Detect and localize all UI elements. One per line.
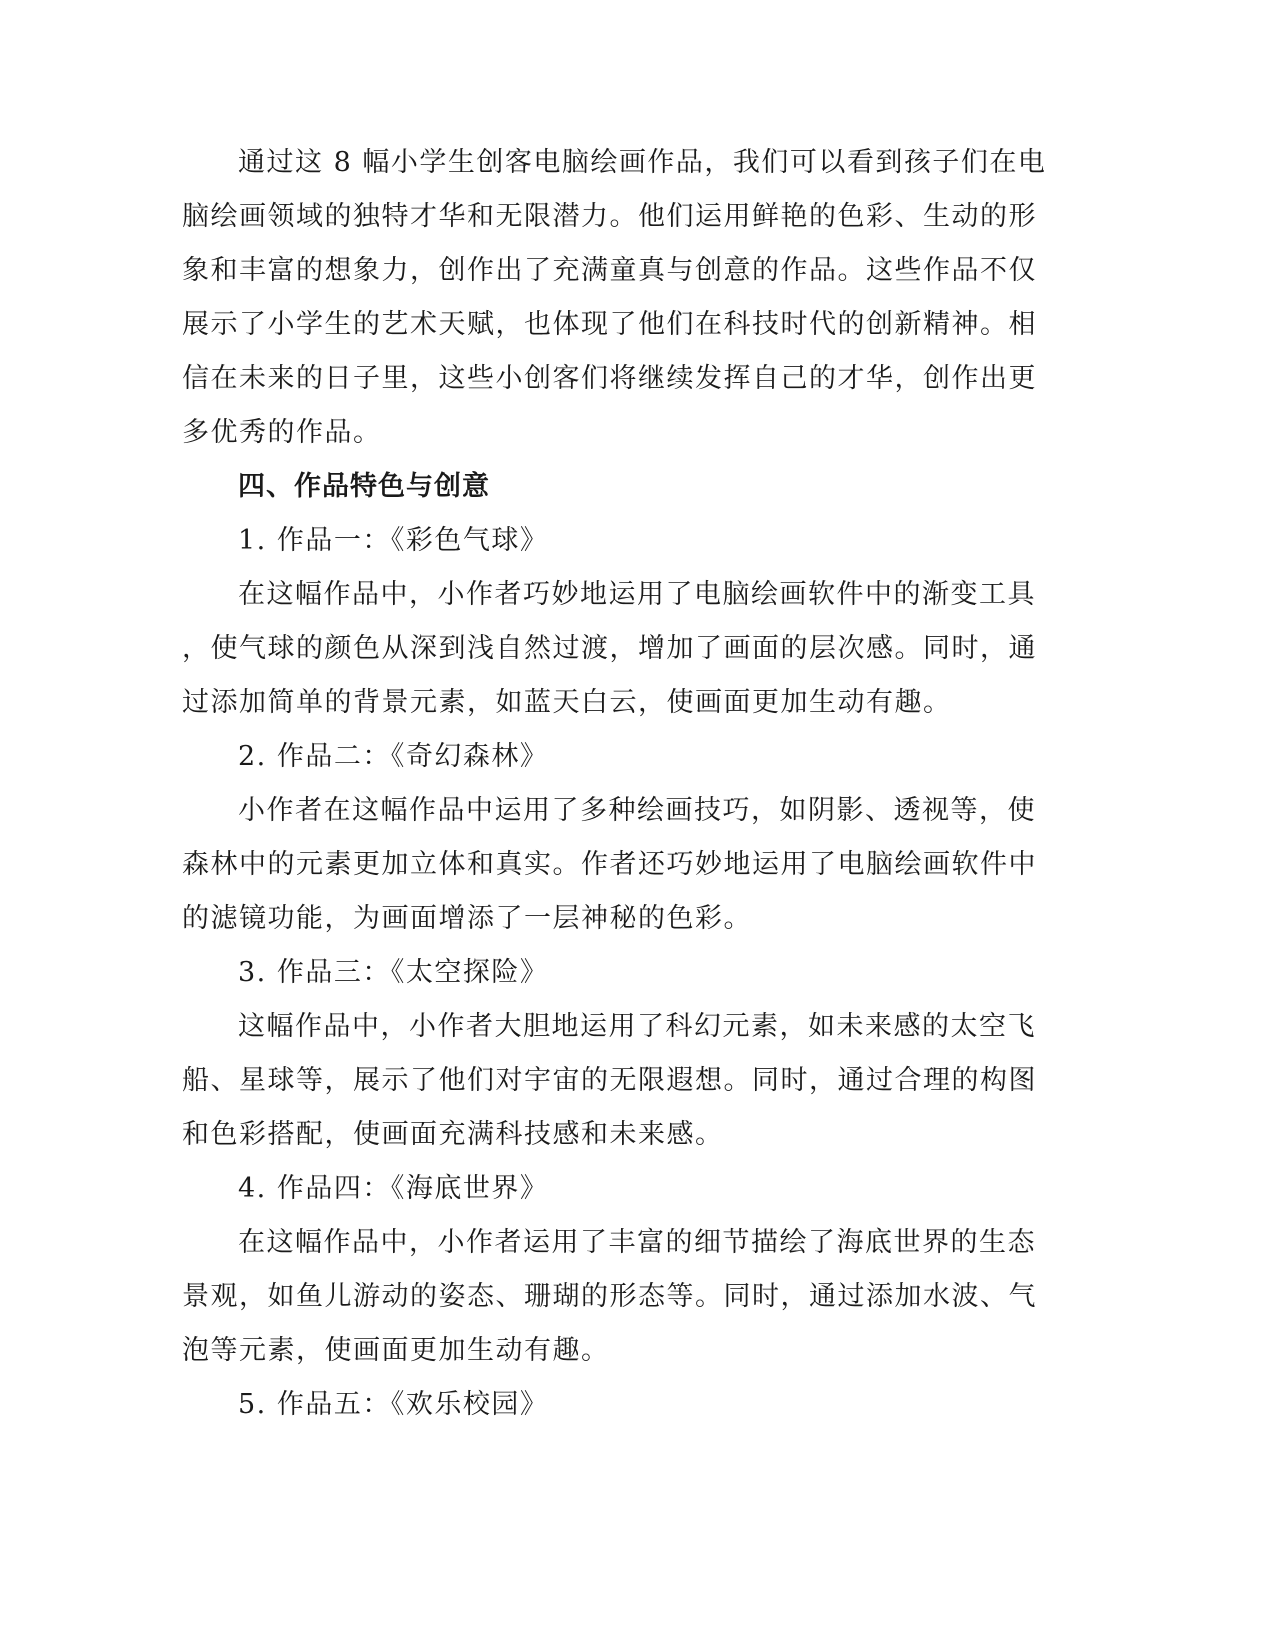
text-line: 的滤镜功能，为画面增添了一层神秘的色彩。 [182, 903, 752, 934]
text-line: 这幅作品中，小作者大胆地运用了科幻元素，如未来感的太空飞 [238, 1011, 1036, 1042]
document-page [182, 136, 1062, 1432]
text-line: 在这幅作品中，小作者巧妙地运用了电脑绘画软件中的渐变工具 [238, 579, 1036, 610]
text-line: ，使气球的颜色从深到浅自然过渡，增加了画面的层次感。同时，通 [182, 633, 1037, 664]
work-item [182, 1378, 1062, 1432]
text-line: 多优秀的作品。 [182, 417, 382, 448]
work-title: 3. 作品三：《太空探险》 [238, 957, 549, 988]
text-line: 展示了小学生的艺术天赋，也体现了他们在科技时代的创新精神。相 [182, 309, 1037, 340]
work-title: 2. 作品二：《奇幻森林》 [238, 741, 549, 772]
work-title: 4. 作品四：《海底世界》 [238, 1173, 549, 1204]
work-item [182, 946, 1062, 1162]
text-line: 在这幅作品中，小作者运用了丰富的细节描绘了海底世界的生态 [238, 1227, 1036, 1258]
work-item [182, 514, 1062, 730]
text-line: 森林中的元素更加立体和真实。作者还巧妙地运用了电脑绘画软件中 [182, 849, 1037, 880]
work-item [182, 730, 1062, 946]
section-heading: 四、作品特色与创意 [238, 471, 490, 502]
work-item [182, 1162, 1062, 1378]
text-line: 过添加简单的背景元素，如蓝天白云，使画面更加生动有趣。 [182, 687, 952, 718]
text-line: 象和丰富的想象力，创作出了充满童真与创意的作品。这些作品不仅 [182, 255, 1037, 286]
text-line: 信在未来的日子里，这些小创客们将继续发挥自己的才华，创作出更 [182, 363, 1037, 394]
text-line: 小作者在这幅作品中运用了多种绘画技巧，如阴影、透视等，使 [238, 795, 1036, 826]
intro-paragraph [182, 136, 1062, 460]
work-title: 1. 作品一：《彩色气球》 [238, 525, 549, 556]
text-line: 通过这 8 幅小学生创客电脑绘画作品，我们可以看到孩子们在电 [238, 147, 1047, 178]
text-line: 景观，如鱼儿游动的姿态、珊瑚的形态等。同时，通过添加水波、气 [182, 1281, 1037, 1312]
text-line: 和色彩搭配，使画面充满科技感和未来感。 [182, 1119, 724, 1150]
text-line: 脑绘画领域的独特才华和无限潜力。他们运用鲜艳的色彩、生动的形 [182, 201, 1037, 232]
work-title: 5. 作品五：《欢乐校园》 [238, 1389, 549, 1420]
text-line: 船、星球等，展示了他们对宇宙的无限遐想。同时，通过合理的构图 [182, 1065, 1037, 1096]
text-line: 泡等元素，使画面更加生动有趣。 [182, 1335, 610, 1366]
